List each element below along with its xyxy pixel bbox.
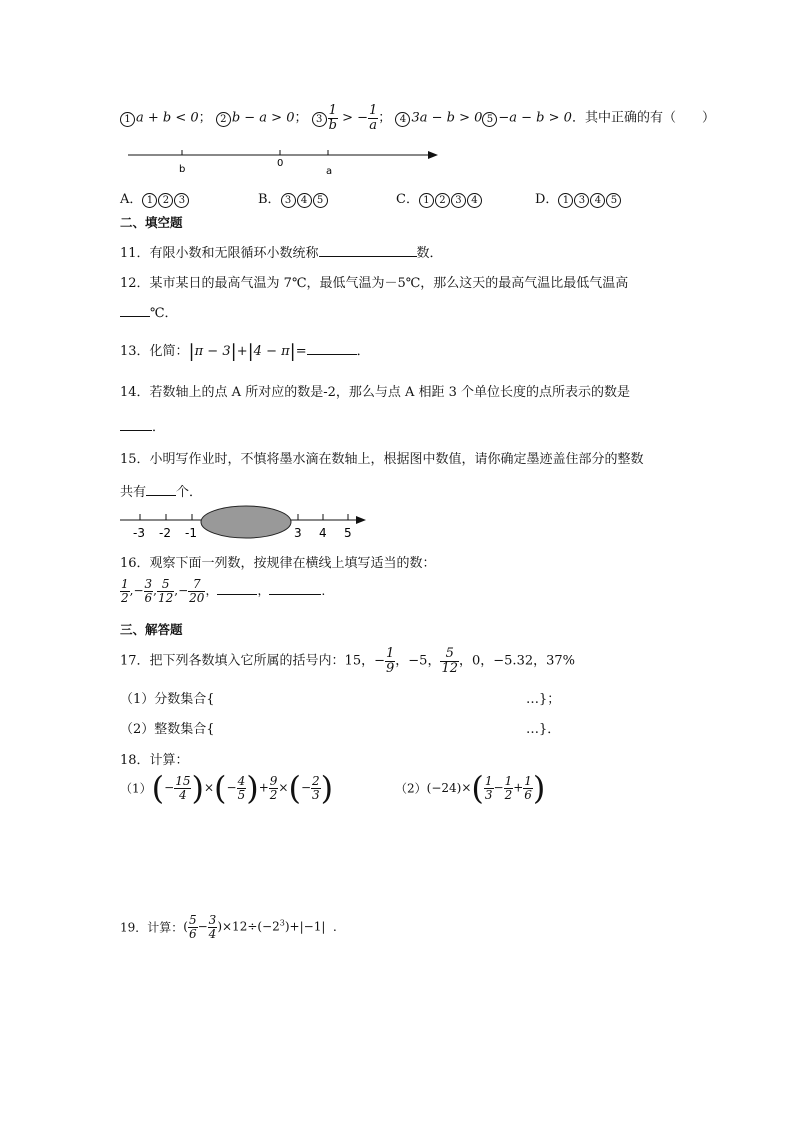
- seq-term: $\frac{3}{6}$: [144, 577, 153, 605]
- section-answer-heading: 三、解答题: [120, 622, 183, 637]
- tick-label: -3: [133, 526, 145, 540]
- q10-option-a[interactable]: A． 1 2 3: [120, 188, 190, 208]
- tick-label: -1: [185, 526, 197, 540]
- q10-item2: b − a > 0: [231, 110, 295, 126]
- circled-5: 5: [482, 112, 497, 127]
- tick-label: -2: [159, 526, 171, 540]
- q10-frac-lhs: $\frac{1}{b}$: [328, 103, 337, 133]
- q15-line1: 15．小明写作业时，不慎将墨水滴在数轴上，根据图中数值，请你确定墨迹盖住部分的整数: [120, 452, 644, 467]
- circled-4: 4: [395, 112, 410, 127]
- q14-line1: 14．若数轴上的点 A 所对应的数是-2，那么与点 A 相距 3 个单位长度的点所表示的数是: [120, 385, 631, 400]
- q18-part1: （1）(− $\frac{15}{4}$ )×(− $\frac{4}{5}$ )+ $\frac{9}{2}$ ×(− $\frac{2}{3}$ ): [120, 769, 334, 807]
- q18-part2: （2）(−24)×( $\frac{1}{3}$ − $\frac{1}{2}$ + $\frac{1}{6}$ ): [395, 769, 546, 807]
- q18-label: 18．计算：: [120, 753, 189, 768]
- q12-line2: ℃．: [120, 302, 178, 321]
- q13-expr2: 4 − π: [253, 344, 290, 359]
- tick-label: 5: [344, 526, 352, 540]
- q17-fraction-set: （1）分数集合{: [120, 692, 215, 707]
- circled-2: 2: [216, 112, 231, 127]
- q12-line1: 12．某市某日的最高气温为 7℃，最低气温为－5℃，那么这天的最高气温比最低气温高: [120, 276, 629, 291]
- q10-statements: 1 a + b < 0； 2 b − a > 0； 3 $\frac{1}{b}$ > − $\frac{1}{a}$ ； 4 3a − b > 0 5 −a − b > 0．其中正确的有（ ）: [120, 104, 715, 132]
- q13-answer-blank[interactable]: [307, 342, 357, 355]
- seq-term: $\frac{1}{2}$: [121, 577, 129, 605]
- q10-item5: −a − b > 0: [498, 110, 572, 126]
- q16-line1: 16．观察下面一列数，按规律在横线上填写适当的数：: [120, 556, 436, 571]
- q19: 19．计算：( $\frac{5}{6}$ − $\frac{3}{4}$ )$\times 12\div(-2^3)+|-1|$ ．: [120, 913, 346, 941]
- tick-label: 4: [319, 526, 327, 540]
- q10-option-d[interactable]: D． 1 3 4 5: [535, 188, 622, 208]
- q14-answer-blank[interactable]: [120, 418, 152, 431]
- q17-integer-set-end: …}．: [526, 722, 561, 737]
- q11: 11．有限小数和无限循环小数统称 数．: [120, 246, 443, 261]
- q16-sequence: $\frac{1}{2}$ ,− $\frac{3}{6}$ , $\frac{5}{12}$ ,− $\frac{7}{20}$ ， ， ．: [121, 577, 334, 605]
- section-fill-in-heading: 二、填空题: [120, 215, 183, 230]
- q10-frac-rhs: $\frac{1}{a}$: [369, 103, 378, 133]
- q13-expr1: π − 3: [194, 344, 231, 359]
- q15-ink-number-line: [118, 503, 370, 543]
- circled-1: 1: [120, 112, 135, 127]
- q16-answer-blank-1[interactable]: [217, 582, 257, 595]
- circled-3: 3: [312, 112, 327, 127]
- q10-option-c[interactable]: C． 1 2 3 4: [396, 188, 483, 208]
- q16-answer-blank-2[interactable]: [269, 582, 321, 595]
- q14-line2: ．: [120, 416, 165, 435]
- q17-frac1: $\frac{1}{9}$: [386, 646, 395, 676]
- axis-label-zero: 0: [277, 158, 284, 169]
- q17: 17．把下列各数填入它所属的括号内：15，− $\frac{1}{9}$ ，−5， $\frac{5}{12}$ ，0，−5.32，37%: [120, 646, 576, 676]
- seq-term: $\frac{7}{20}$: [189, 577, 205, 605]
- axis-label-b: b: [179, 164, 186, 175]
- q12-answer-blank[interactable]: [120, 304, 150, 317]
- ink-blot: [201, 506, 291, 538]
- q10-tail: ．其中正确的有（ ）: [571, 110, 715, 126]
- q15-answer-blank[interactable]: [146, 483, 176, 496]
- q10-number-line: [126, 146, 442, 180]
- q10-item4: 3a − b > 0: [411, 110, 483, 126]
- seq-term: $\frac{5}{12}$: [158, 577, 174, 605]
- q17-fraction-set-end: …}；: [526, 692, 561, 707]
- q17-frac2: $\frac{5}{12}$: [441, 646, 458, 676]
- q15-line2: 共有 个．: [120, 485, 203, 500]
- q10-item1: a + b < 0: [136, 110, 199, 126]
- q11-answer-blank[interactable]: [319, 244, 417, 257]
- q13: 13．化简：|π − 3|+|4 − π|= ．: [120, 341, 370, 362]
- axis-label-a: a: [326, 166, 333, 177]
- q10-option-b[interactable]: B． 3 4 5: [258, 188, 329, 208]
- tick-label: 3: [294, 526, 302, 540]
- q17-integer-set: （2）整数集合{: [120, 722, 215, 737]
